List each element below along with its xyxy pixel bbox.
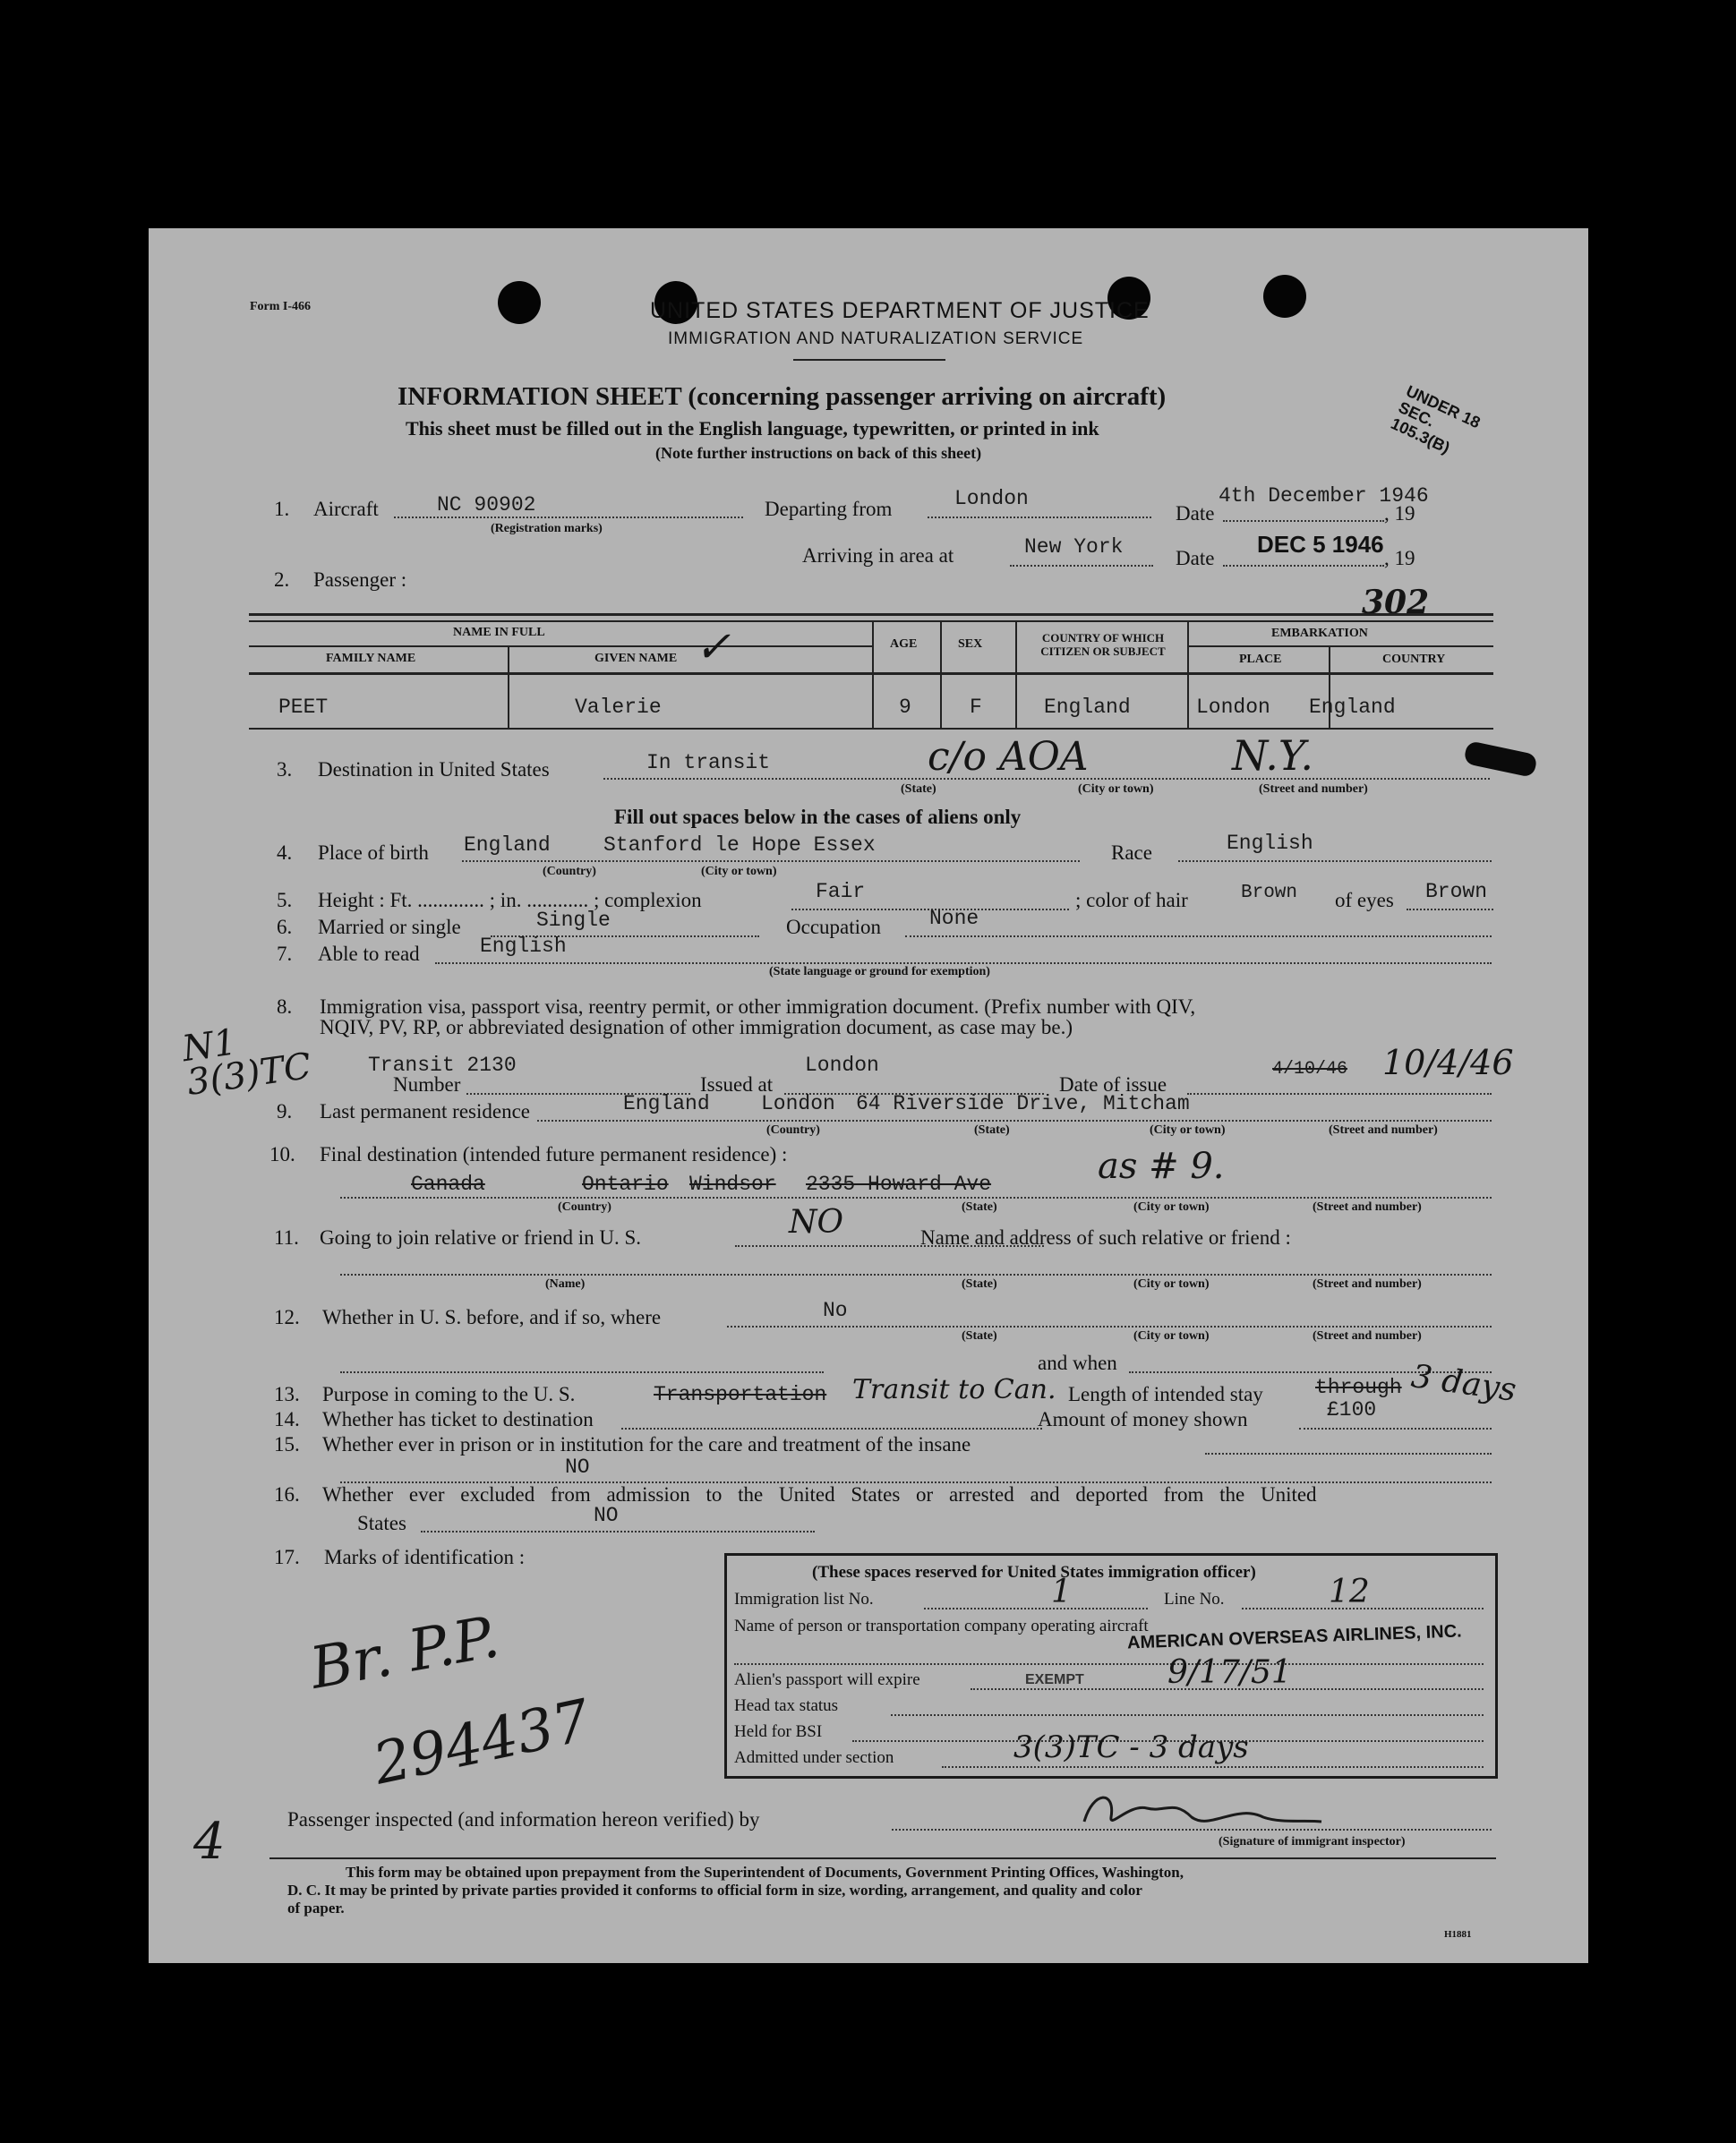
destination-city-hand: N.Y.: [1232, 731, 1313, 780]
and-when-label: and when: [1038, 1352, 1117, 1374]
read-caption: (State language or ground for exemption): [769, 965, 990, 978]
name-in-full-header: NAME IN FULL: [453, 626, 545, 639]
stay-hand: 3 days: [1408, 1358, 1518, 1409]
ticket-label: Whether has ticket to destination: [322, 1408, 594, 1430]
form-instruction: This sheet must be filled out in the English language, typewritten, or printed in ink: [406, 417, 1099, 440]
year-suffix: , 19: [1384, 502, 1415, 525]
item-number: 3.: [277, 758, 293, 781]
headtax-label: Head tax status: [734, 1696, 839, 1715]
sex-value: F: [970, 696, 982, 719]
residence-city-value: London: [761, 1092, 835, 1115]
item-number: 10.: [269, 1143, 295, 1165]
caption-street: (Street and number): [1329, 1123, 1438, 1137]
prison-line: [1205, 1453, 1492, 1455]
birth-city-value: Stanford le Hope Essex: [603, 833, 876, 857]
aliens-only-heading: Fill out spaces below in the cases of aliens only: [614, 806, 1022, 828]
officer-box-title: (These spaces reserved for United States immigration officer): [812, 1563, 1256, 1582]
aircraft-value: NC 90902: [437, 493, 536, 517]
arrive-date-line: [1223, 565, 1384, 567]
form-note: (Note further instructions on back of this sheet): [655, 444, 982, 462]
height-label: Height : Ft. ............. ; in. ............ ; complexion: [318, 889, 702, 911]
item-number: 15.: [274, 1433, 300, 1456]
read-line: [435, 962, 1492, 964]
table-divider: [1187, 620, 1189, 728]
caption-state: (State): [962, 1277, 997, 1291]
table-header-rule: [249, 672, 1493, 675]
print-code: H1881: [1444, 1929, 1472, 1940]
table-divider: [508, 645, 509, 728]
table-divider: [1015, 620, 1017, 728]
married-label: Married or single: [318, 916, 461, 938]
occupation-label: Occupation: [786, 916, 882, 938]
country-citizen-header: COUNTRY OF WHICH CITIZEN OR SUBJECT: [1040, 631, 1166, 658]
marks-hand-line1: Br. P.P.: [305, 1604, 504, 1703]
birth-line: [462, 860, 1080, 862]
company-stamp: AMERICAN OVERSEAS AIRLINES, INC.: [1126, 1621, 1463, 1653]
visa-number-value: Transit 2130: [368, 1054, 517, 1077]
fine-print-line3: of paper.: [287, 1900, 345, 1917]
departing-label: Departing from: [765, 498, 893, 520]
admitted-label: Admitted under section: [734, 1748, 894, 1767]
final-state-value: Ontario: [582, 1173, 669, 1196]
item-number: 6.: [277, 916, 293, 938]
item-number: 12.: [274, 1306, 300, 1328]
excluded-line: [421, 1531, 815, 1533]
join-value: NO: [789, 1204, 844, 1241]
marks-hand-line2: 294437: [367, 1687, 596, 1798]
residence-line: [537, 1120, 1492, 1122]
list-value: 1: [1051, 1574, 1072, 1610]
ink-blot: [1463, 740, 1538, 778]
list-label: Immigration list No.: [734, 1590, 874, 1609]
residence-label: Last permanent residence: [320, 1100, 530, 1123]
stay-label: Length of intended stay: [1068, 1383, 1263, 1405]
hair-label: ; color of hair: [1075, 889, 1188, 911]
footer-rule: [269, 1857, 1496, 1859]
purpose-struck: Transportation: [654, 1383, 827, 1406]
item-number: 1.: [274, 498, 290, 520]
side-mark: 4: [193, 1813, 226, 1871]
before-label: Whether in U. S. before, and if so, where: [322, 1306, 662, 1328]
line-value: 12: [1329, 1574, 1370, 1610]
table-divider: [872, 620, 874, 728]
residence-street-value: 64 Riverside Drive, Mitcham: [856, 1092, 1190, 1115]
age-stamp: UNDER 18 SEC. 105.3(B): [1388, 381, 1484, 457]
join-name-line: [340, 1274, 1492, 1276]
caption-state: (State): [974, 1123, 1010, 1137]
prison-label: Whether ever in prison or in institution for the care and treatment of the insane: [322, 1433, 971, 1456]
race-label: Race: [1111, 841, 1152, 864]
registration-caption: (Registration marks): [491, 522, 603, 535]
money-line: [1299, 1428, 1492, 1430]
list-line: [924, 1608, 1148, 1609]
read-label: Able to read: [318, 943, 420, 965]
caption-street: (Street and number): [1313, 1200, 1422, 1214]
emb-country-value: England: [1309, 696, 1396, 719]
fine-print-line1: This form may be obtained upon prepayment from the Superintendent of Documents, Government Printing Offices, Washington,: [346, 1864, 1184, 1881]
caption-state: (State): [962, 1200, 997, 1214]
citizen-value: England: [1044, 696, 1131, 719]
money-value: £100: [1327, 1398, 1377, 1422]
item-number: 8.: [277, 995, 293, 1018]
checkmark-o: ✓: [695, 622, 731, 672]
date-label: Date: [1176, 502, 1215, 525]
caption-state: (State): [962, 1329, 997, 1343]
arrive-date-stamp: DEC 5 1946: [1257, 531, 1384, 558]
inspected-label: Passenger inspected (and information hereon verified) by: [287, 1808, 760, 1831]
residence-country-value: England: [623, 1092, 710, 1115]
issue-date-label: Date of issue: [1059, 1073, 1167, 1096]
money-label: Amount of money shown: [1038, 1408, 1248, 1430]
date-label: Date: [1176, 547, 1215, 569]
caption-state: (State): [901, 782, 936, 796]
age-header: AGE: [890, 637, 918, 651]
visa-label: Immigration visa, passport visa, reentry permit, or other immigration document. (Prefix number with QIV,: [320, 995, 1196, 1018]
birth-label: Place of birth: [318, 841, 429, 864]
punch-hole: [1263, 275, 1306, 318]
purpose-hand: Transit to Can.: [852, 1374, 1056, 1405]
destination-hand: c/o AOA: [928, 734, 1089, 780]
given-name-value: Valerie: [575, 696, 662, 719]
year-suffix: , 19: [1384, 547, 1415, 569]
place-header: PLACE: [1239, 653, 1282, 666]
department-name: UNITED STATES DEPARTMENT OF JUSTICE: [650, 298, 1150, 323]
hair-value: Brown: [1241, 883, 1298, 903]
caption-street: (Street and number): [1259, 782, 1368, 796]
issued-label: Issued at: [700, 1073, 774, 1096]
item-number: 4.: [277, 841, 293, 864]
given-name-header: GIVEN NAME: [594, 652, 678, 665]
eyes-label: of eyes: [1335, 889, 1394, 911]
item-number: 13.: [274, 1383, 300, 1405]
departing-value: London: [954, 487, 1029, 510]
final-city-value: Windsor: [689, 1173, 776, 1196]
birth-country-value: England: [464, 833, 551, 857]
form-sheet: [149, 228, 1588, 1963]
table-bottom-rule: [249, 728, 1493, 730]
race-value: English: [1227, 832, 1313, 855]
company-line: [734, 1663, 1484, 1665]
issue-date-struck: 4/10/46: [1272, 1059, 1348, 1080]
table-top-rule: [249, 613, 1493, 616]
passenger-label: Passenger :: [313, 568, 407, 591]
stay-struck: through: [1315, 1376, 1402, 1399]
item-number: 14.: [274, 1408, 300, 1430]
item-number: 17.: [274, 1546, 300, 1568]
page-number: 302: [1362, 584, 1430, 621]
visa-label-continued: NQIV, PV, RP, or abbreviated designation of other immigration document, as case may be.): [320, 1016, 1073, 1038]
before-where-line: [340, 1371, 824, 1373]
arriving-label: Arriving in area at: [802, 544, 954, 567]
number-label: Number: [393, 1073, 461, 1096]
married-value: Single: [536, 909, 611, 932]
issued-at-value: London: [805, 1054, 879, 1077]
ticket-line: [621, 1428, 1042, 1430]
arriving-line: [1010, 565, 1153, 567]
service-name: IMMIGRATION AND NATURALIZATION SERVICE: [668, 329, 1084, 348]
caption-city: (City or town): [1150, 1123, 1226, 1137]
table-top-rule: [249, 620, 1493, 622]
marks-label: Marks of identification :: [324, 1546, 526, 1568]
occupation-value: None: [929, 907, 979, 930]
punch-hole: [498, 281, 541, 324]
passport-stamp: EXEMPT: [1025, 1672, 1084, 1687]
aircraft-line: [394, 517, 743, 518]
item-number: 2.: [274, 568, 290, 591]
final-label: Final destination (intended future permanent residence) :: [320, 1143, 788, 1165]
table-divider: [940, 620, 942, 728]
prison-value: NO: [565, 1456, 590, 1479]
line-label: Line No.: [1164, 1590, 1225, 1609]
officer-box: [724, 1553, 1498, 1779]
emb-place-value: London: [1196, 696, 1270, 719]
occupation-line: [905, 935, 1492, 937]
form-title: INFORMATION SHEET (concerning passenger arriving on aircraft): [398, 382, 1167, 411]
race-line: [1178, 860, 1492, 862]
company-label: Name of person or transportation company operating aircraft: [734, 1617, 1149, 1635]
caption-name: (Name): [545, 1277, 586, 1291]
fine-print-line2: D. C. It may be printed by private parties provided it conforms to official form in size, wording, arrangement, and quality and color: [287, 1882, 1142, 1899]
join-name-label: Name and address of such relative or friend :: [920, 1226, 1291, 1249]
caption-city: (City or town): [701, 865, 777, 878]
eyes-value: Brown: [1425, 880, 1488, 903]
family-name-header: FAMILY NAME: [326, 652, 416, 665]
inspector-signature: [1075, 1786, 1326, 1840]
margin-note: N1 3(3)TC: [179, 1021, 314, 1104]
depart-date-value: 4th December 1946: [1219, 484, 1429, 508]
admitted-line: [942, 1766, 1484, 1768]
complexion-value: Fair: [816, 880, 866, 903]
age-value: 9: [899, 696, 911, 719]
excluded-label-continued: States: [357, 1512, 406, 1534]
family-name-value: PEET: [278, 696, 329, 719]
item-number: 11.: [274, 1226, 299, 1249]
admitted-value: 3(3)TC - 3 days: [1013, 1729, 1249, 1765]
final-street-value: 2335 Howard Ave: [806, 1173, 992, 1196]
final-hand-note: as # 9.: [1098, 1146, 1225, 1187]
destination-typed: In transit: [646, 751, 771, 774]
purpose-label: Purpose in coming to the U. S.: [322, 1383, 576, 1405]
passport-date: 9/17/51: [1167, 1654, 1292, 1691]
final-country-value: Canada: [411, 1173, 485, 1196]
caption-city: (City or town): [1133, 1277, 1210, 1291]
passport-label: Alien's passport will expire: [734, 1670, 920, 1689]
join-label: Going to join relative or friend in U. S.: [320, 1226, 641, 1249]
eyes-line: [1407, 909, 1493, 910]
issue-date-hand: 10/4/46: [1382, 1043, 1514, 1082]
caption-country: (Country): [543, 865, 596, 878]
caption-country: (Country): [766, 1123, 820, 1137]
depart-date-line: [1223, 520, 1384, 522]
final-line: [340, 1197, 1492, 1199]
embark-sub-rule: [1187, 645, 1493, 647]
issue-date-line: [1187, 1093, 1492, 1095]
form-number: Form I-466: [250, 300, 312, 313]
excluded-value: NO: [594, 1504, 619, 1527]
name-sub-rule: [249, 645, 872, 647]
item-number: 7.: [277, 943, 293, 965]
arriving-value: New York: [1024, 535, 1124, 559]
excluded-label: Whether ever excluded from admission to the United States or arrested and deported from the United: [322, 1483, 1317, 1506]
signature-caption: (Signature of immigrant inspector): [1219, 1835, 1406, 1848]
item-number: 5.: [277, 889, 293, 911]
country-emb-header: COUNTRY: [1382, 653, 1446, 666]
headtax-line: [891, 1714, 1484, 1716]
caption-city: (City or town): [1133, 1200, 1210, 1214]
aircraft-label: Aircraft: [313, 498, 379, 520]
item-number: 9.: [277, 1100, 293, 1123]
before-value: No: [823, 1299, 848, 1322]
caption-street: (Street and number): [1313, 1277, 1422, 1291]
bsi-label: Held for BSI: [734, 1722, 823, 1741]
sex-header: SEX: [958, 637, 983, 651]
departing-line: [928, 517, 1151, 518]
before-line: [727, 1326, 1492, 1328]
header-rule: [793, 359, 945, 361]
caption-city: (City or town): [1078, 782, 1154, 796]
item-number: 16.: [274, 1483, 300, 1506]
read-value: English: [480, 935, 567, 958]
destination-label: Destination in United States: [318, 758, 550, 781]
caption-country: (Country): [558, 1200, 611, 1214]
embarkation-header: EMBARKATION: [1271, 627, 1368, 640]
caption-city: (City or town): [1133, 1329, 1210, 1343]
caption-street: (Street and number): [1313, 1329, 1422, 1343]
